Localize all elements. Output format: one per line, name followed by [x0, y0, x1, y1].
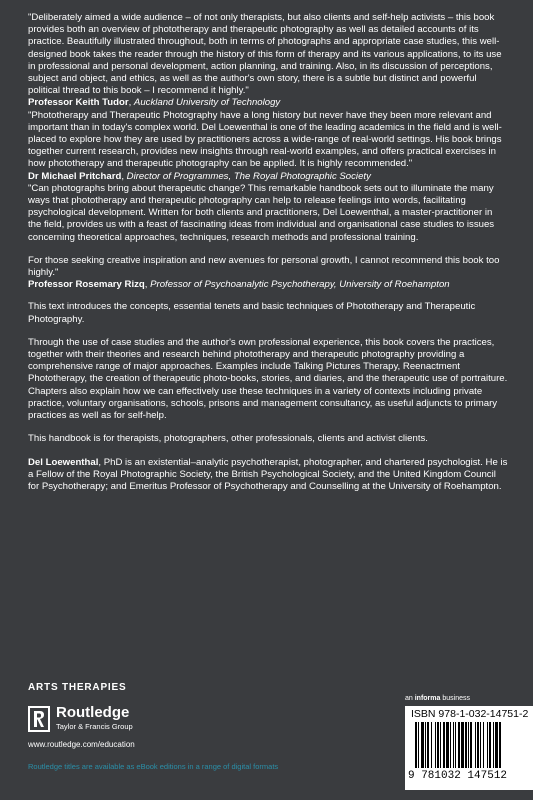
reviewer-name: Professor Keith Tudor	[28, 97, 129, 109]
author-bio	[28, 457, 508, 494]
reviewer-name: Dr Michael Pritchard	[28, 170, 122, 182]
publisher-name: Routledge	[56, 704, 130, 721]
reviewer-affiliation: Professor of Psychoanalytic Psychotherapy, University of Roehampton	[150, 279, 450, 291]
description-paragraph: This text introduces the concepts, essential tenets and basic techniques of Phototherapy and Therapeutic Photography.	[28, 301, 476, 325]
barcode-digits: 9 781032 147512	[408, 770, 508, 782]
publisher-group: Taylor & Francis Group	[56, 722, 133, 731]
description-paragraph: Through the use of case studies and the author's own professional experience, this book covers the practices, together with their theories and research behind phototherapy and therapeutic photography providing a comprehensive range of major approaches. Examples include Talking Pictures Therapy, Reenactment Phototherapy, the creation of therapeutic photo-books, stories, and diaries, and the therapeutic use of portraiture. Chapters also explain how we can effectively use these techniques in a variety of contexts including private practice, voluntary organisations, schools, prisons and management consultancy, as useful adjuncts to primary practices as well as for self-help.	[28, 336, 508, 422]
review-attribution: Professor Rosemary Rizq, Professor of Psychoanalytic Psychotherapy, University of Roehampton	[28, 279, 450, 291]
review-attribution: Dr Michael Pritchard, Director of Programmes, The Royal Photographic Society	[28, 170, 371, 182]
isbn-barcode	[405, 706, 533, 790]
review-quote-continued: For those seeking creative inspiration and new avenues for personal growth, I cannot recommend this book too highly."	[28, 254, 500, 279]
description-paragraph: This handbook is for therapists, photographers, other professionals, clients and activist clients.	[28, 433, 428, 445]
isbn-number: ISBN 978-1-032-14751-2	[411, 708, 529, 720]
review-quote: "Deliberately aimed a wide audience – of not only therapists, but also clients and self-help activists – this book provides both an overview of phototherapy and therapeutic photography as well as detailed accounts of its practice. Beautifully illustrated throughout, both in terms of photographs and appropriate case studies, this well-designed book takes the reader through the history of this form of therapy and its various applications, to its use in professional and personal development, action planning, and training. Also, in its discussion of perceptions, subject and object, and ethics, as well as the author's own story, there is a subtle but distinct and powerful political thread to this book – I recommend it highly."	[28, 12, 502, 97]
publisher-url: www.routledge.com/education	[28, 740, 135, 749]
footer	[28, 682, 529, 792]
barcode-icon	[415, 722, 527, 768]
author-bio-text: , PhD is an existential–analytic psychotherapist, photographer, and chartered psychologist. He is a Fellow of the Royal Photographic Society, the British Psychological Society, and the United Kingdom Council for Psychotherapy; and Emeritus Professor of Psychotherapy and Counselling at the University of Roehampton.	[28, 456, 508, 492]
ebook-note: Routledge titles are available as eBook editions in a range of digital formats	[28, 762, 279, 771]
review-quote: "Can photographs bring about therapeutic change? This remarkable handbook sets out to illuminate the many ways that phototherapy and therapeutic photography can help to release feelings into words, facilitating psychological development. Written for both clients and practitioners, Del Loewenthal, a master-practitioner in the field, provides us with a feast of fascinating ideas from individual and organisational case studies to issues concerning theoretical approaches, techniques, research methods and professional training.	[28, 182, 495, 243]
series-name: ARTS THERAPIES	[28, 682, 127, 693]
reviewer-name: Professor Rosemary Rizq	[28, 279, 145, 291]
review-attribution: Professor Keith Tudor, Auckland University of Technology	[28, 97, 281, 109]
reviewer-affiliation: Director of Programmes, The Royal Photographic Society	[126, 170, 371, 182]
routledge-logo-icon	[28, 706, 50, 732]
back-cover-text	[28, 12, 508, 504]
reviewer-affiliation: Auckland University of Technology	[133, 97, 281, 109]
author-name: Del Loewenthal	[28, 456, 99, 468]
informa-business-label: an informa business	[405, 695, 470, 702]
review-quote: "Phototherapy and Therapeutic Photography have a long history but never have they been more relevant and important than in today's complex world. Del Loewenthal is one of the leading academics in the field and is well-placed to explore how they are used by practitioners across a wide-range of real-world settings. His book brings together current research, provides new insights through real-world examples, and offers practical exercises in how phototherapy and therapeutic photography can be applied. It is highly recommended."	[28, 109, 502, 170]
